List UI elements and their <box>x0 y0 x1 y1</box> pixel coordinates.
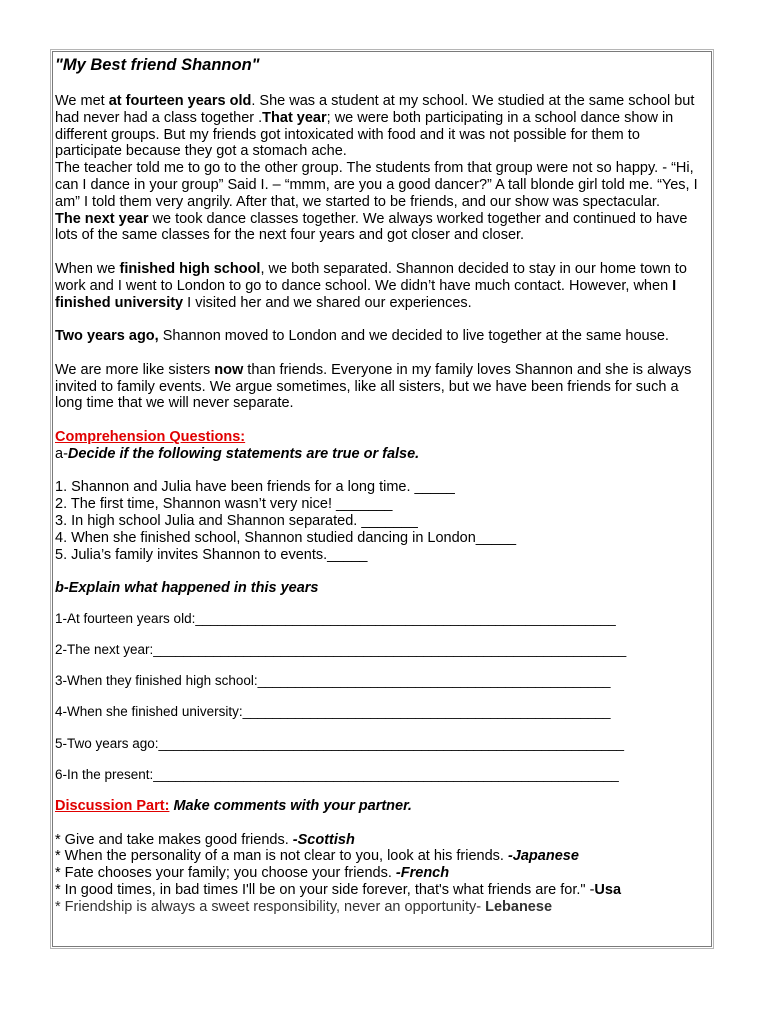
text: , we both separated. Shannon decided to stay in our home town to work and I went to London to go to dance school. We didn’t have much contact. However, when <box>55 260 687 294</box>
quote-origin: -French <box>395 865 450 882</box>
quote: * Fate chooses your family; you choose your friends. -French <box>55 865 450 882</box>
text: we took dance classes together. We always worked together and continued to have lots of the same classes for the next four years and got closer and closer. <box>55 210 688 244</box>
discussion-heading: Discussion Part: Make comments with your partner. <box>55 798 412 815</box>
page-title: "My Best friend Shannon" <box>55 56 260 74</box>
text: than friends. Everyone in my family loves Shannon and she is always invited to family events. We argue sometimes, like all sisters, but we have been friends for such a long time that we will never separate. <box>55 361 692 412</box>
highlight-high-school: finished high school <box>119 260 261 277</box>
part-b-instruction: b-Explain what happened in this years <box>55 580 319 597</box>
quote-origin: Lebanese <box>485 898 553 915</box>
quote: * Give and take makes good friends. -Scottish <box>55 831 355 848</box>
story-paragraph-1 <box>55 93 709 160</box>
highlight-now: now <box>214 361 244 378</box>
answer-line[interactable]: 6-In the present:______________________________________________________________ <box>55 766 619 782</box>
highlight-that-year: That year <box>262 109 327 126</box>
answer-line[interactable]: 3-When they finished high school:_______________________________________________ <box>55 673 611 689</box>
statement: 2. The first time, Shannon wasn’t very nice! _______ <box>55 496 393 513</box>
answer-line[interactable]: 4-When she finished university:_________________________________________________ <box>55 704 611 720</box>
story-paragraph-1b: The teacher told me to go to the other group. The students from that group were not so happy. - “Hi, can I dance in your group” Said I. – “mmm, are you a good dancer?” A tall blonde girl told me. “Yes, I am” I told them very angrily. After that, we started to be friends, and our show was spectacular. <box>55 160 698 210</box>
worksheet <box>55 55 709 916</box>
text: When we <box>55 260 120 277</box>
text: ; we were both participating in a school dance show in different groups. But my friends got intoxicated with food and it was not possible for them to participate because they got a stomach ache. <box>55 109 674 160</box>
highlight-two-years: Two years ago, <box>55 328 159 345</box>
story-paragraph-3 <box>55 328 709 345</box>
quote: * Friendship is always a sweet responsibility, never an opportunity- Lebanese <box>55 898 553 915</box>
text: Shannon moved to London and we decided to live together at the same house. <box>158 328 669 345</box>
statement: 3. In high school Julia and Shannon separated. _______ <box>55 512 418 529</box>
text: I visited her and we shared our experiences. <box>183 294 472 311</box>
part-a-instruction: a-Decide if the following statements are true or false. <box>55 445 420 462</box>
story-paragraph-4 <box>55 362 709 412</box>
quote-origin: Usa <box>594 882 622 899</box>
statement: 4. When she finished school, Shannon studied dancing in London_____ <box>55 529 517 546</box>
story-paragraph-2 <box>55 261 709 311</box>
answer-line[interactable]: 2-The next year:_______________________________________________________________ <box>55 642 627 658</box>
statement: 1. Shannon and Julia have been friends for a long time. _____ <box>55 479 455 496</box>
highlight-next-year: The next year <box>55 210 149 227</box>
quote: * In good times, in bad times I'll be on your side forever, that's what friends are for." -Usa <box>55 882 622 899</box>
statement: 5. Julia’s family invites Shannon to events._____ <box>55 546 368 563</box>
text: We met <box>55 93 109 109</box>
story-paragraph-1c <box>55 211 709 245</box>
text: . She was a student at my school. We studied at the same school but had never had a class together . <box>55 93 695 126</box>
quote: * When the personality of a man is not clear to you, look at his friends. -Japanese <box>55 848 579 865</box>
quote-origin: -Scottish <box>292 831 355 848</box>
comprehension-heading: Comprehension Questions: <box>55 428 246 445</box>
answer-line[interactable]: 5-Two years ago:______________________________________________________________ <box>55 735 625 751</box>
text: We are more like sisters <box>55 361 215 378</box>
highlight-university: I finished university <box>55 277 677 311</box>
answer-line[interactable]: 1-At fourteen years old:________________________________________________________ <box>55 610 616 626</box>
quote-origin: -Japanese <box>507 848 579 865</box>
highlight-fourteen: at fourteen years old <box>108 93 252 109</box>
